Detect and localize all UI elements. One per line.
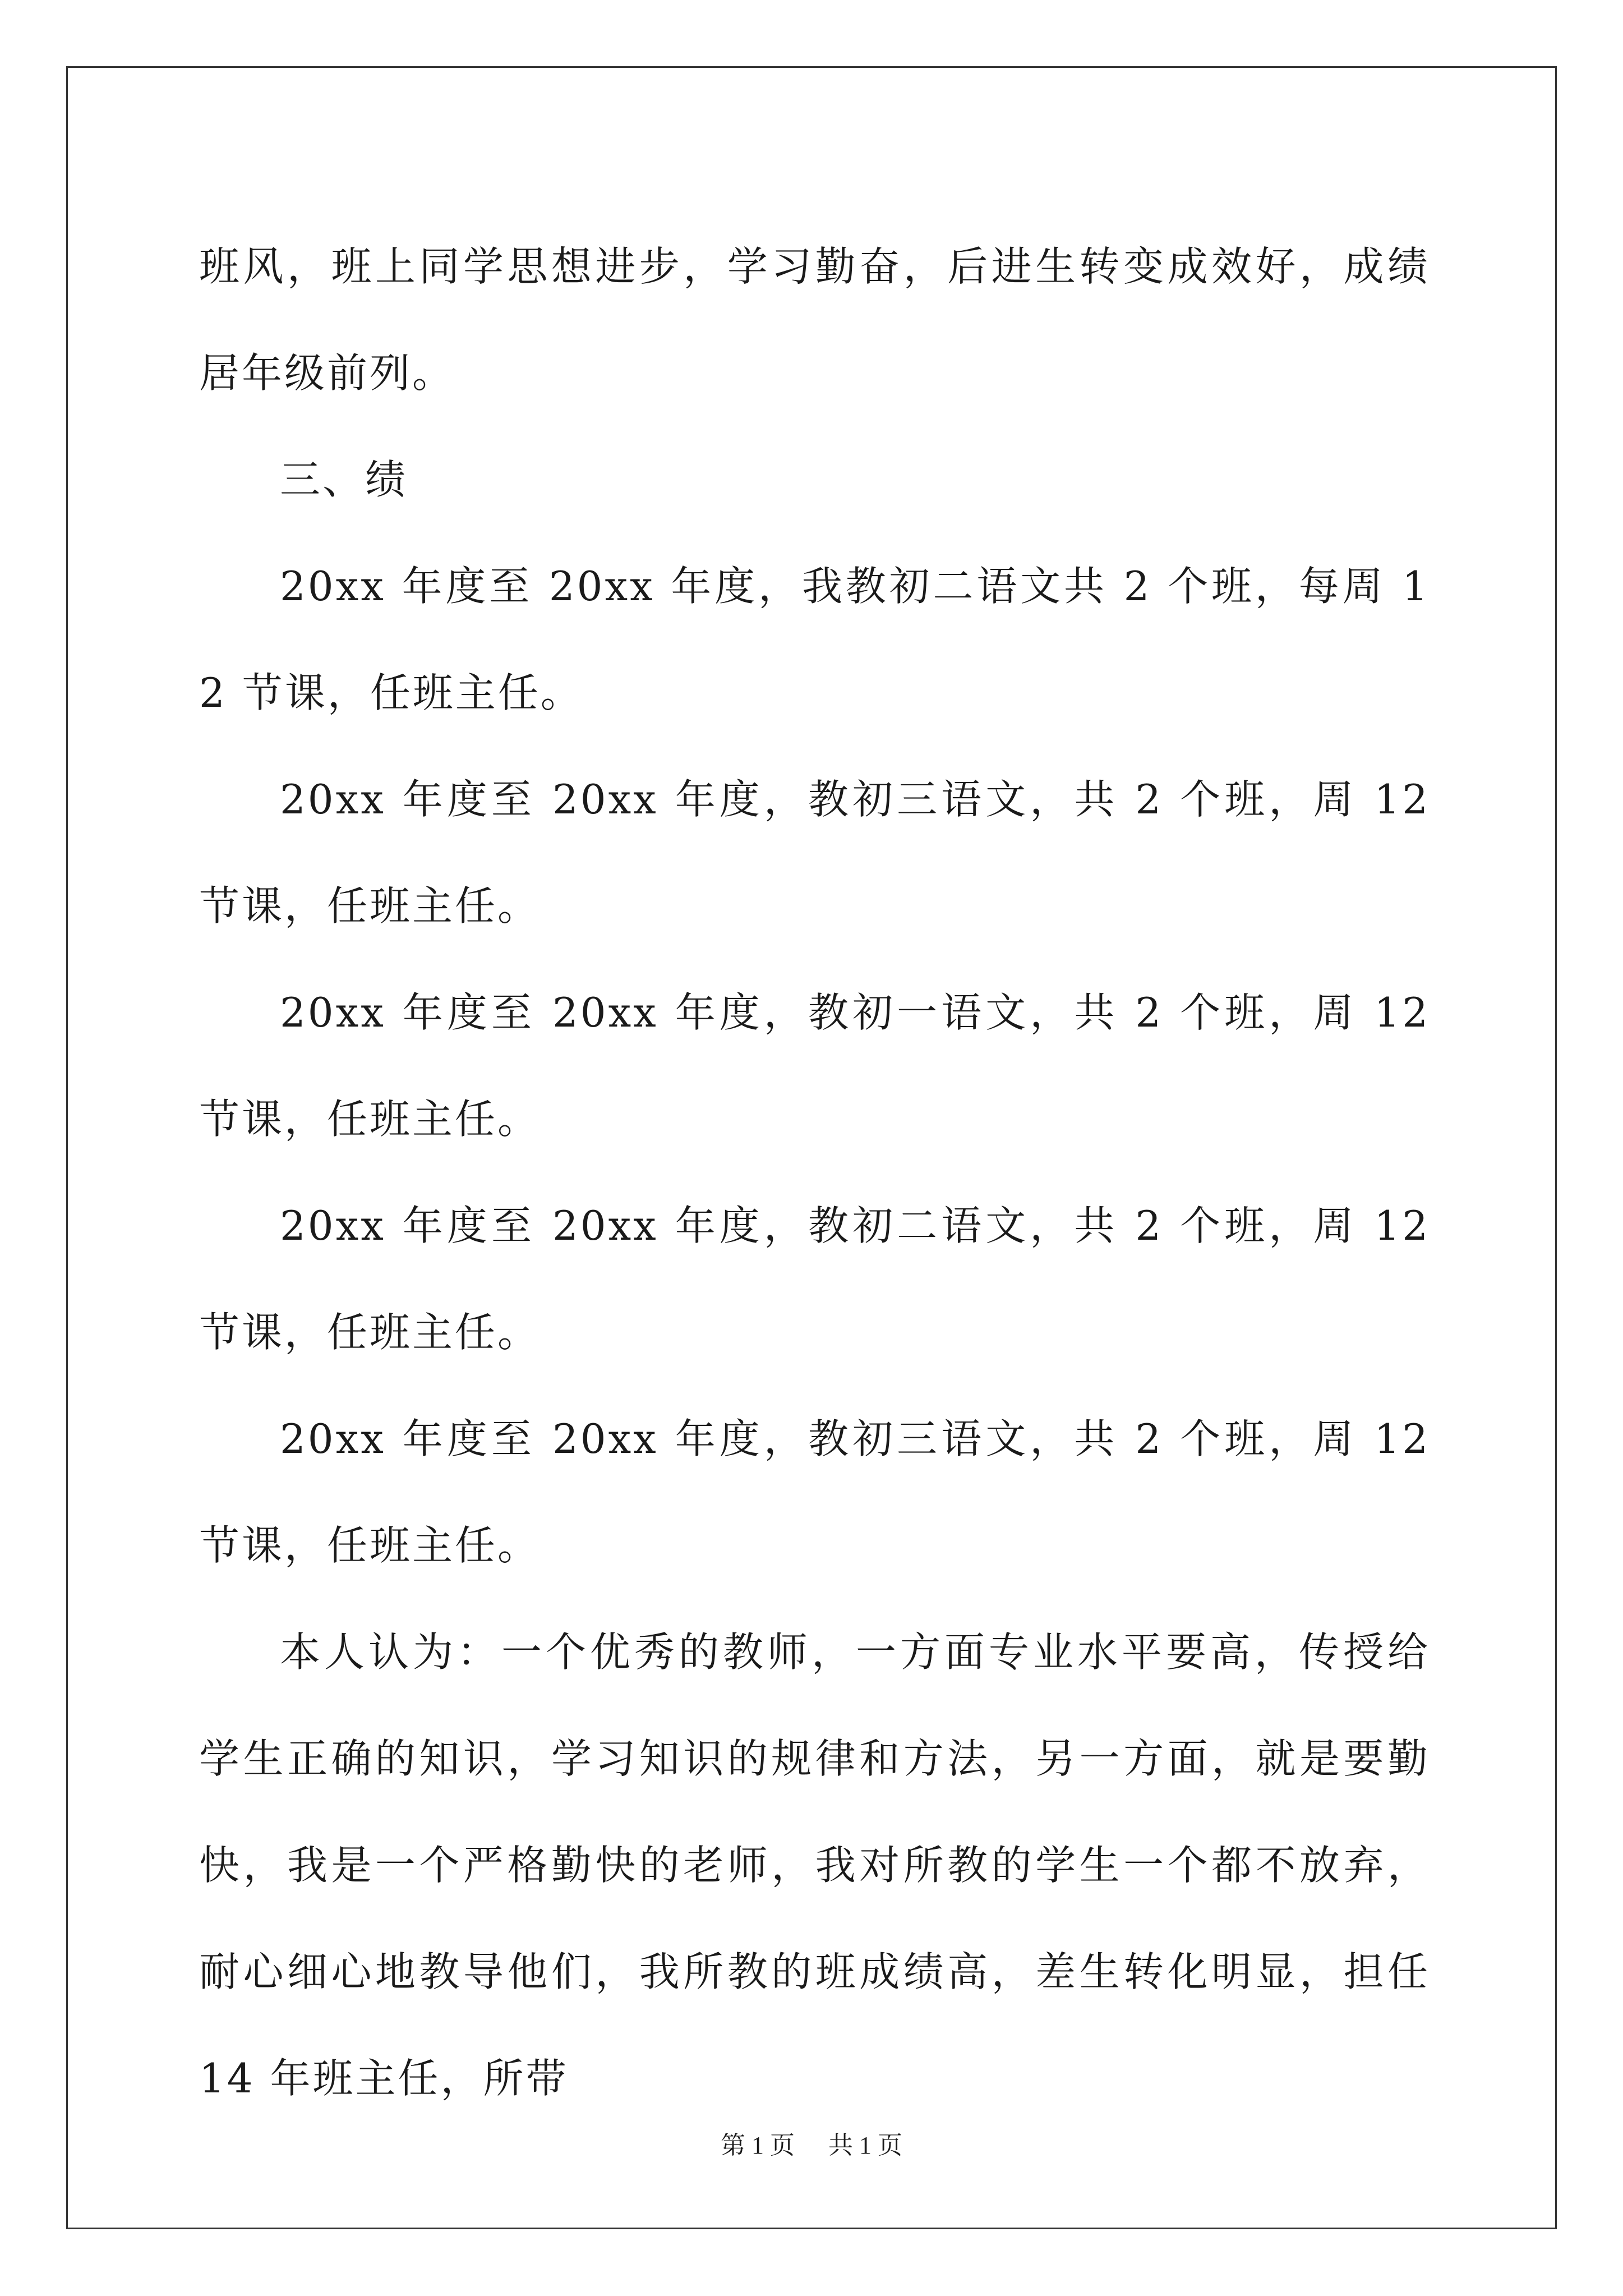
paragraph-4: 20xx 年度至 20xx 年度，教初一语文，共 2 个班，周 12 节课，任班主任。 bbox=[199, 989, 1430, 1143]
paragraph-3: 20xx 年度至 20xx 年度，教初三语文，共 2 个班，周 12 节课，任班主任。 bbox=[199, 776, 1430, 930]
paragraph-6: 20xx 年度至 20xx 年度，教初三语文，共 2 个班，周 12 节课，任班主任。 bbox=[199, 1415, 1430, 1569]
page-footer bbox=[0, 2129, 1623, 2162]
page-total: 共 1 页 bbox=[828, 2132, 902, 2159]
document-body bbox=[199, 213, 1430, 2132]
page-number: 第 1 页 bbox=[721, 2132, 795, 2159]
paragraph-2: 20xx 年度至 20xx 年度，我教初二语文共 2 个班，每周 12 节课，任班主任。 bbox=[199, 563, 1430, 716]
paragraph-7: 本人认为：一个优秀的教师，一方面专业水平要高，传授给学生正确的知识，学习知识的规律和方法，另一方面，就是要勤快，我是一个严格勤快的老师，我对所教的学生一个都不放弃，耐心细心地教导他们，我所教的班成绩高，差生转化明显，担任 14 年班主任，所带 bbox=[199, 1628, 1430, 2102]
section-heading: 三、绩 bbox=[280, 456, 408, 503]
paragraph-5: 20xx 年度至 20xx 年度，教初二语文，共 2 个班，周 12 节课，任班主任。 bbox=[199, 1202, 1430, 1356]
paragraph-1: 班风，班上同学思想进步，学习勤奋，后进生转变成效好，成绩居年级前列。 bbox=[199, 243, 1430, 397]
